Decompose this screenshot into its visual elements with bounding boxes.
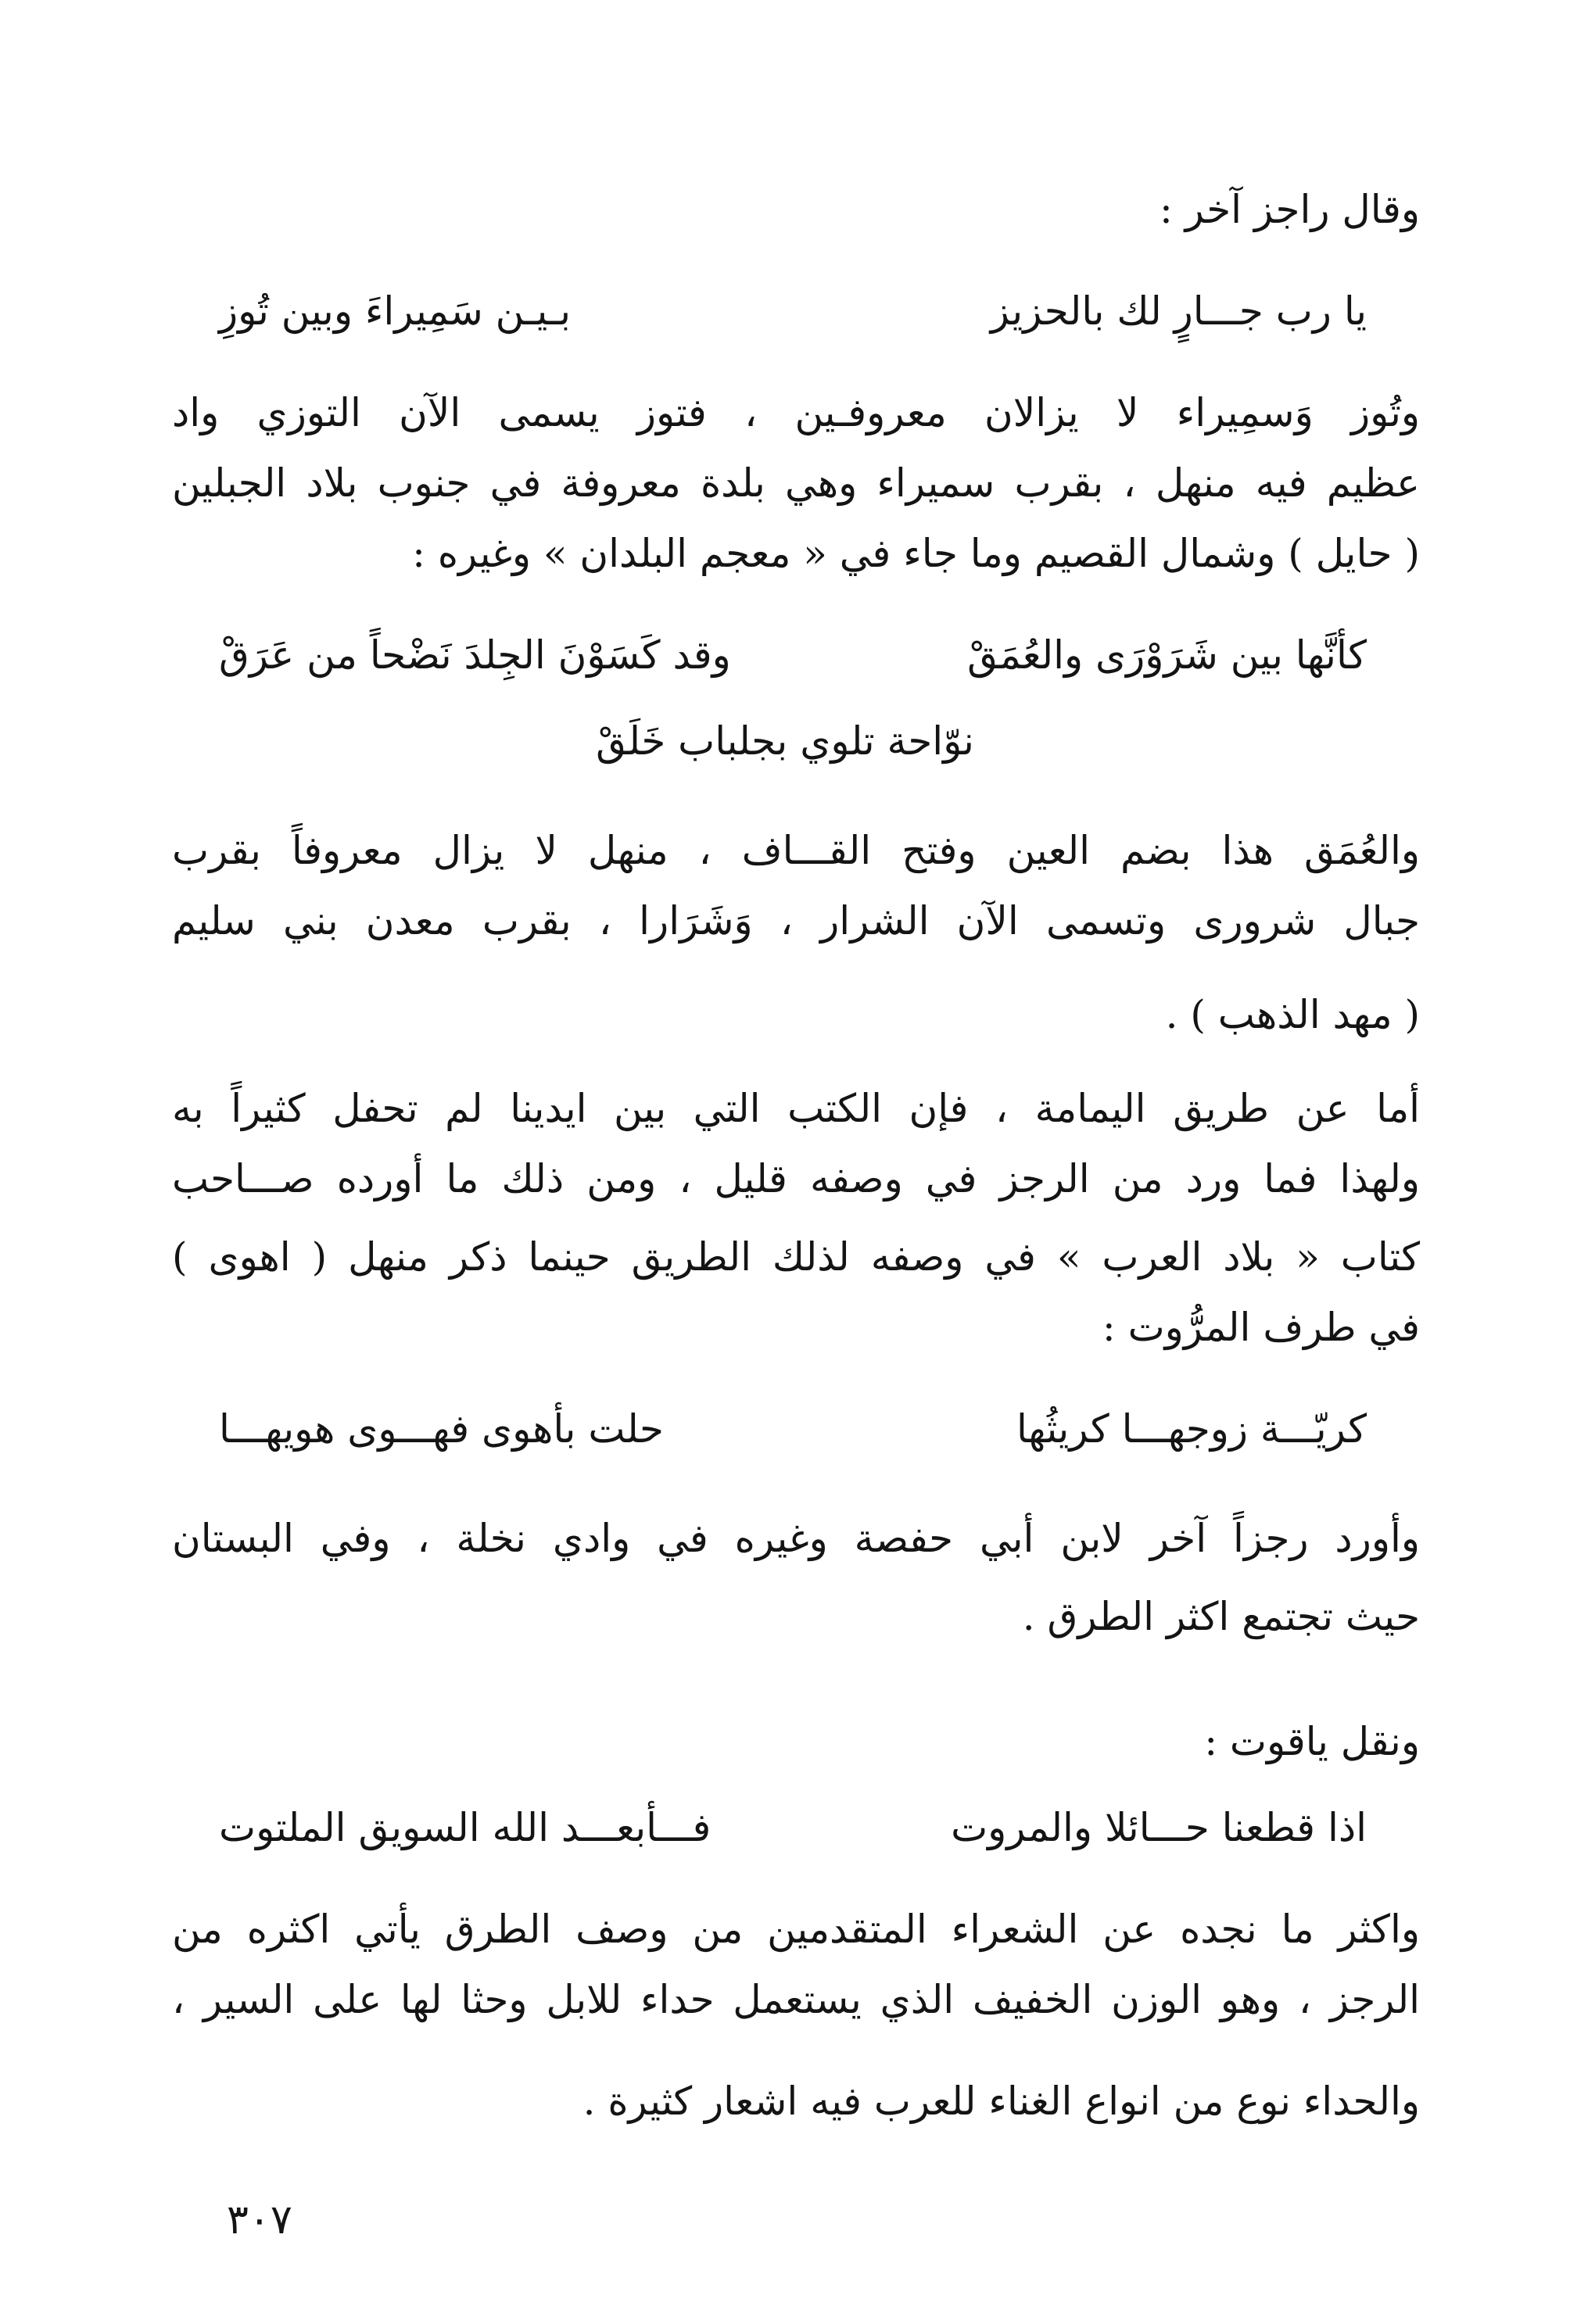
paragraph-5-line-3: والحداء نوع من انواع الغناء للعرب فيه اشعار كثيرة . [582, 2079, 1420, 2124]
verse-3-second-hemistich: حلت بأهوى فهـــوى هويهـــا [219, 1406, 664, 1452]
verse-2-second-hemistich: وقد كَسَوْنَ الجِلدَ نَضْحاً من عَرَقْ [219, 632, 731, 678]
paragraph-1-line-1: وتُوز وَسمِيراء لا يزالان معروفـين ، فتوز يسمى الآن التوزي واد [172, 390, 1420, 435]
paragraph-1-line-2: عظيم فيه منهل ، بقرب سميراء وهي بلدة معروفة في جنوب بلاد الجبلين [172, 460, 1420, 506]
paragraph-1-line-3: ( حايل ) وشمال القصيم وما جاء في « معجم البلدان » وغيره : [412, 531, 1420, 576]
paragraph-2-line-2: جبال شرورى وتسمى الآن الشرار ، وَشَرَارا ، بقرب معدن بني سليم [172, 898, 1420, 944]
paragraph-4-line-2: حيث تجتمع اكثر الطرق . [1022, 1594, 1420, 1639]
paragraph-3-line-4: في طرف المرُّوت : [1102, 1305, 1420, 1350]
verse-4-first-hemistich: اذا قطعنا حـــائلا والمروت [951, 1805, 1367, 1850]
verse-2-third-hemistich: نوّاحة تلوي بجلباب خَلَقْ [596, 718, 974, 764]
verse-1-first-hemistich: يا رب جـــارٍ لك بالحزيز [990, 288, 1367, 334]
paragraph-3-line-2: ولهذا فما ورد من الرجز في وصفه قليل ، ومن ذلك ما أورده صـــاحب [172, 1156, 1420, 1201]
paragraph-2-line-1: والعُمَق هذا بضم العين وفتح القـــاف ، منهل لا يزال معروفاً بقرب [172, 828, 1420, 873]
paragraph-3-line-3: كتاب « بلاد العرب » في وصفه لذلك الطريق حينما ذكر منهل ( اهوى ) [172, 1234, 1420, 1280]
page-number: ٣٠٧ [227, 2197, 292, 2243]
verse-1-second-hemistich: بـيـن سَمِيراءَ وبين تُوزِ [219, 288, 572, 334]
intro-line-1: وقال راجز آخر : [1159, 187, 1420, 232]
paragraph-4-line-1: وأورد رجزاً آخر لابن أبي حفصة وغيره في وادي نخلة ، وفي البستان [172, 1516, 1420, 1561]
verse-2-first-hemistich: كأنَّها بين شَرَوْرَى والعُمَقْ [967, 632, 1367, 678]
paragraph-5-line-1: واكثر ما نجده عن الشعراء المتقدمين من وصف الطرق يأتي اكثره من [172, 1907, 1420, 1952]
paragraph-2-line-3: ( مهد الذهب ) . [1165, 992, 1420, 1037]
verse-3-first-hemistich: كريّـــة زوجهـــا كريثُها [1016, 1406, 1367, 1452]
paragraph-5-line-2: الرجز ، وهو الوزن الخفيف الذي يستعمل حداء للابل وحثا لها على السير ، [172, 1977, 1420, 2022]
verse-4-second-hemistich: فـــأبعـــد الله السويق الملتوت [219, 1805, 712, 1850]
paragraph-3-line-1: أما عن طريق اليمامة ، فإن الكتب التي بين ايدينا لم تحفل كثيراً به [172, 1086, 1420, 1131]
intro-line-2: ونقل ياقوت : [1204, 1719, 1420, 1764]
